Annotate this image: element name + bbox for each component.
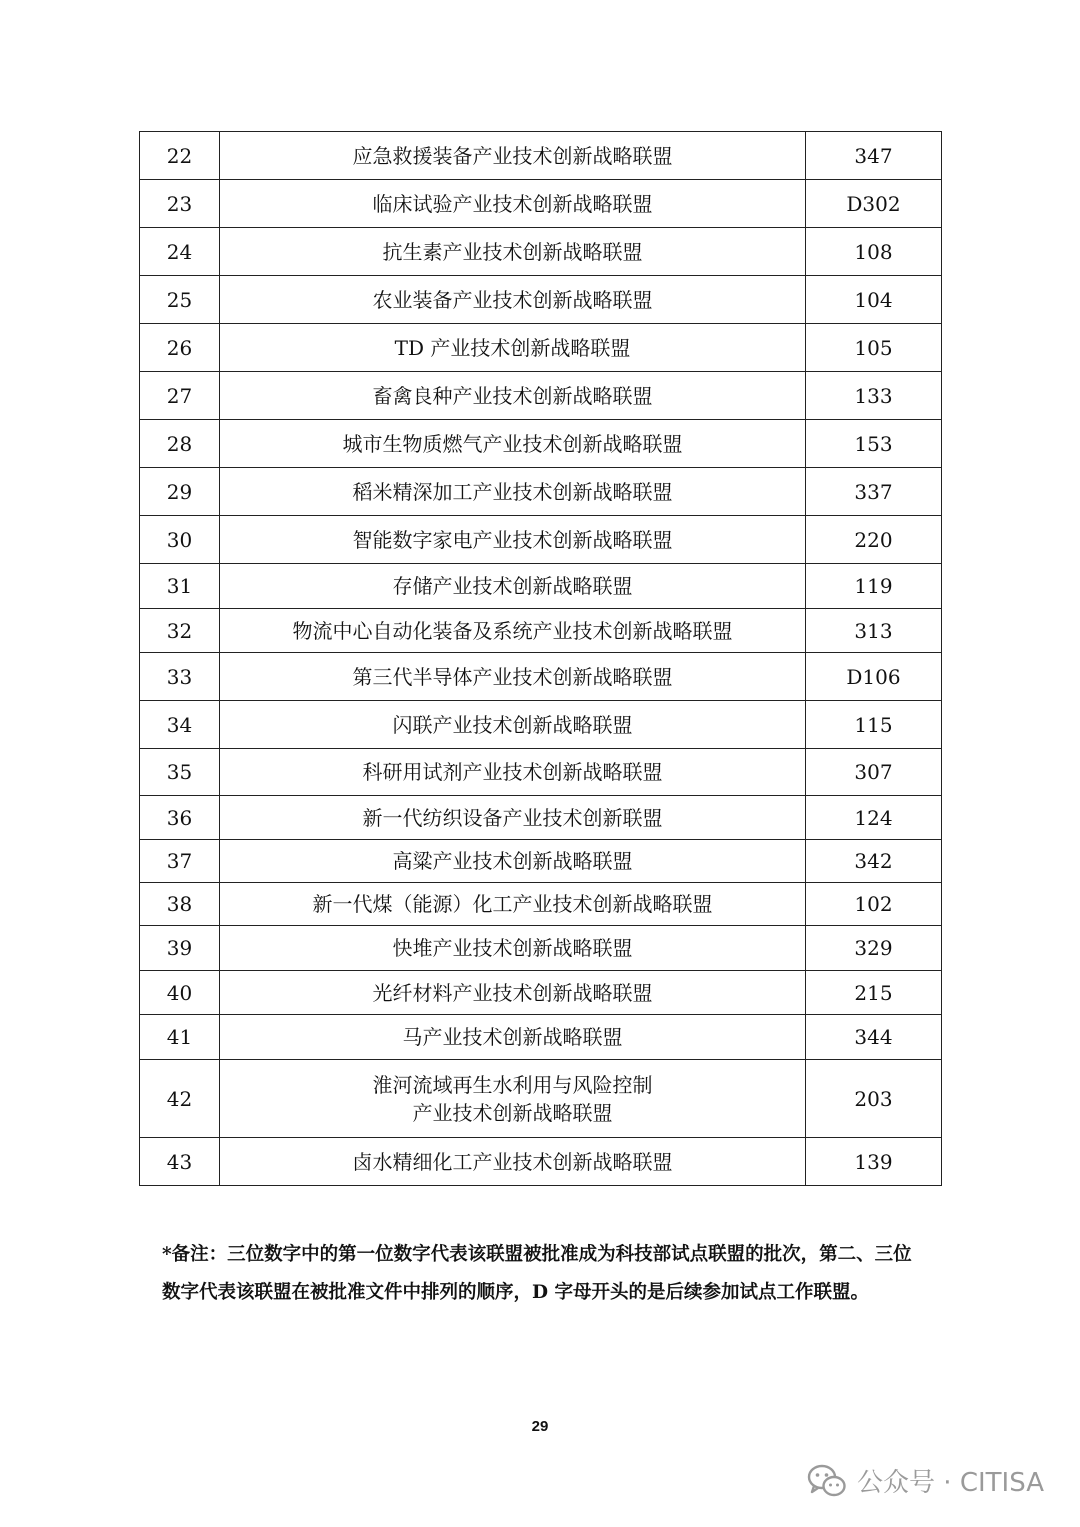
alliance-name-line: 智能数字家电产业技术创新战略联盟 [352,527,673,552]
table-row [140,564,942,609]
row-number: 31 [140,564,220,609]
alliance-name [220,840,806,883]
alliance-code: 203 [806,1060,942,1138]
alliance-name-line: TD 产业技术创新战略联盟 [394,335,631,360]
row-number: 26 [140,324,220,372]
alliance-name [220,180,806,228]
table-row [140,276,942,324]
alliance-name-line: 新一代纺织设备产业技术创新联盟 [362,805,663,830]
alliance-name-line: 闪联产业技术创新战略联盟 [392,712,633,737]
alliance-name-line: 卤水精细化工产业技术创新战略联盟 [352,1149,673,1174]
row-number: 27 [140,372,220,420]
alliance-name-line: 淮河流域再生水利用与风险控制 [372,1072,653,1097]
row-number: 28 [140,420,220,468]
row-number: 40 [140,971,220,1015]
alliance-name-line: 应急救援装备产业技术创新战略联盟 [352,143,673,168]
alliance-name-line: 存储产业技术创新战略联盟 [392,574,633,598]
table-row [140,701,942,749]
row-number: 36 [140,796,220,840]
row-number: 32 [140,609,220,653]
alliance-name-line: 物流中心自动化装备及系统产业技术创新战略联盟 [292,618,733,643]
row-number: 43 [140,1138,220,1186]
table-row [140,468,942,516]
table-row [140,840,942,883]
alliance-name-line: 科研用试剂产业技术创新战略联盟 [362,760,663,784]
alliance-name [220,324,806,372]
row-number: 33 [140,653,220,701]
alliance-name-line: 快堆产业技术创新战略联盟 [392,936,633,960]
row-number: 25 [140,276,220,324]
alliance-code: D302 [806,180,942,228]
table-row [140,883,942,926]
table-row [140,796,942,840]
alliance-name [220,653,806,701]
alliance-name-line: 马产业技术创新战略联盟 [402,1025,623,1049]
row-number: 29 [140,468,220,516]
row-number: 39 [140,926,220,971]
table-row [140,1060,942,1138]
wechat-icon [807,1464,847,1498]
alliance-code: 347 [806,132,942,180]
alliance-code: 342 [806,840,942,883]
table-row [140,1015,942,1060]
alliance-name [220,796,806,840]
alliance-name-line: 稻米精深加工产业技术创新战略联盟 [352,479,673,504]
row-number: 24 [140,228,220,276]
alliance-name-line: 城市生物质燃气产业技术创新战略联盟 [342,431,683,456]
alliance-table-body [140,132,942,1186]
table-row [140,228,942,276]
watermark-text: 公众号 · CITISA [857,1468,1044,1498]
alliance-code: 344 [806,1015,942,1060]
watermark [807,1462,1044,1499]
alliance-name [220,701,806,749]
row-number: 41 [140,1015,220,1060]
row-number: 37 [140,840,220,883]
alliance-name [220,228,806,276]
alliance-name [220,609,806,653]
alliance-name [220,516,806,564]
alliance-code: 119 [806,564,942,609]
alliance-name-line: 农业装备产业技术创新战略联盟 [372,287,653,312]
page-number: 29 [531,1418,549,1435]
table-row [140,749,942,796]
alliance-name [220,749,806,796]
alliance-name [220,276,806,324]
table-row [140,420,942,468]
table-row [140,372,942,420]
alliance-code: 124 [806,796,942,840]
alliance-name [220,1138,806,1186]
footnote: *备注：三位数字中的第一位数字代表该联盟被批准成为科技部试点联盟的批次，第二、三位数字代表该联盟在被批准文件中排列的顺序，D 字母开头的是后续参加试点工作联盟。 [162,1244,912,1303]
table-row [140,926,942,971]
alliance-name [220,926,806,971]
alliance-code: 307 [806,749,942,796]
alliance-code: 104 [806,276,942,324]
alliance-code: 108 [806,228,942,276]
table-row [140,971,942,1015]
alliance-code: 153 [806,420,942,468]
alliance-code: 215 [806,971,942,1015]
alliance-name-line: 高粱产业技术创新战略联盟 [392,849,633,873]
alliance-code: 133 [806,372,942,420]
alliance-code: 313 [806,609,942,653]
alliance-name [220,420,806,468]
alliance-name-line: 抗生素产业技术创新战略联盟 [382,239,643,264]
alliance-code: 102 [806,883,942,926]
alliance-name [220,883,806,926]
alliance-name [220,971,806,1015]
row-number: 35 [140,749,220,796]
alliance-code: 105 [806,324,942,372]
row-number: 30 [140,516,220,564]
alliance-table [139,131,942,1186]
alliance-name-line: 临床试验产业技术创新战略联盟 [372,191,653,216]
alliance-code: D106 [806,653,942,701]
alliance-code: 329 [806,926,942,971]
alliance-name-line: 光纤材料产业技术创新战略联盟 [372,980,653,1005]
table-row [140,1138,942,1186]
row-number: 23 [140,180,220,228]
alliance-name [220,468,806,516]
alliance-name [220,564,806,609]
row-number: 42 [140,1060,220,1138]
alliance-code: 139 [806,1138,942,1186]
table-row [140,516,942,564]
alliance-code: 220 [806,516,942,564]
alliance-name-line: 产业技术创新战略联盟 [412,1100,613,1125]
alliance-name-line: 畜禽良种产业技术创新战略联盟 [372,383,653,408]
table-row [140,324,942,372]
row-number: 38 [140,883,220,926]
alliance-code: 337 [806,468,942,516]
row-number: 34 [140,701,220,749]
alliance-name-line: 新一代煤（能源）化工产业技术创新战略联盟 [312,892,713,916]
alliance-name [220,372,806,420]
alliance-name-line: 第三代半导体产业技术创新战略联盟 [352,664,673,689]
alliance-name [220,1015,806,1060]
row-number: 22 [140,132,220,180]
alliance-name [220,132,806,180]
alliance-name [220,1060,806,1138]
table-row [140,180,942,228]
table-row [140,132,942,180]
table-row [140,609,942,653]
table-row [140,653,942,701]
alliance-code: 115 [806,701,942,749]
